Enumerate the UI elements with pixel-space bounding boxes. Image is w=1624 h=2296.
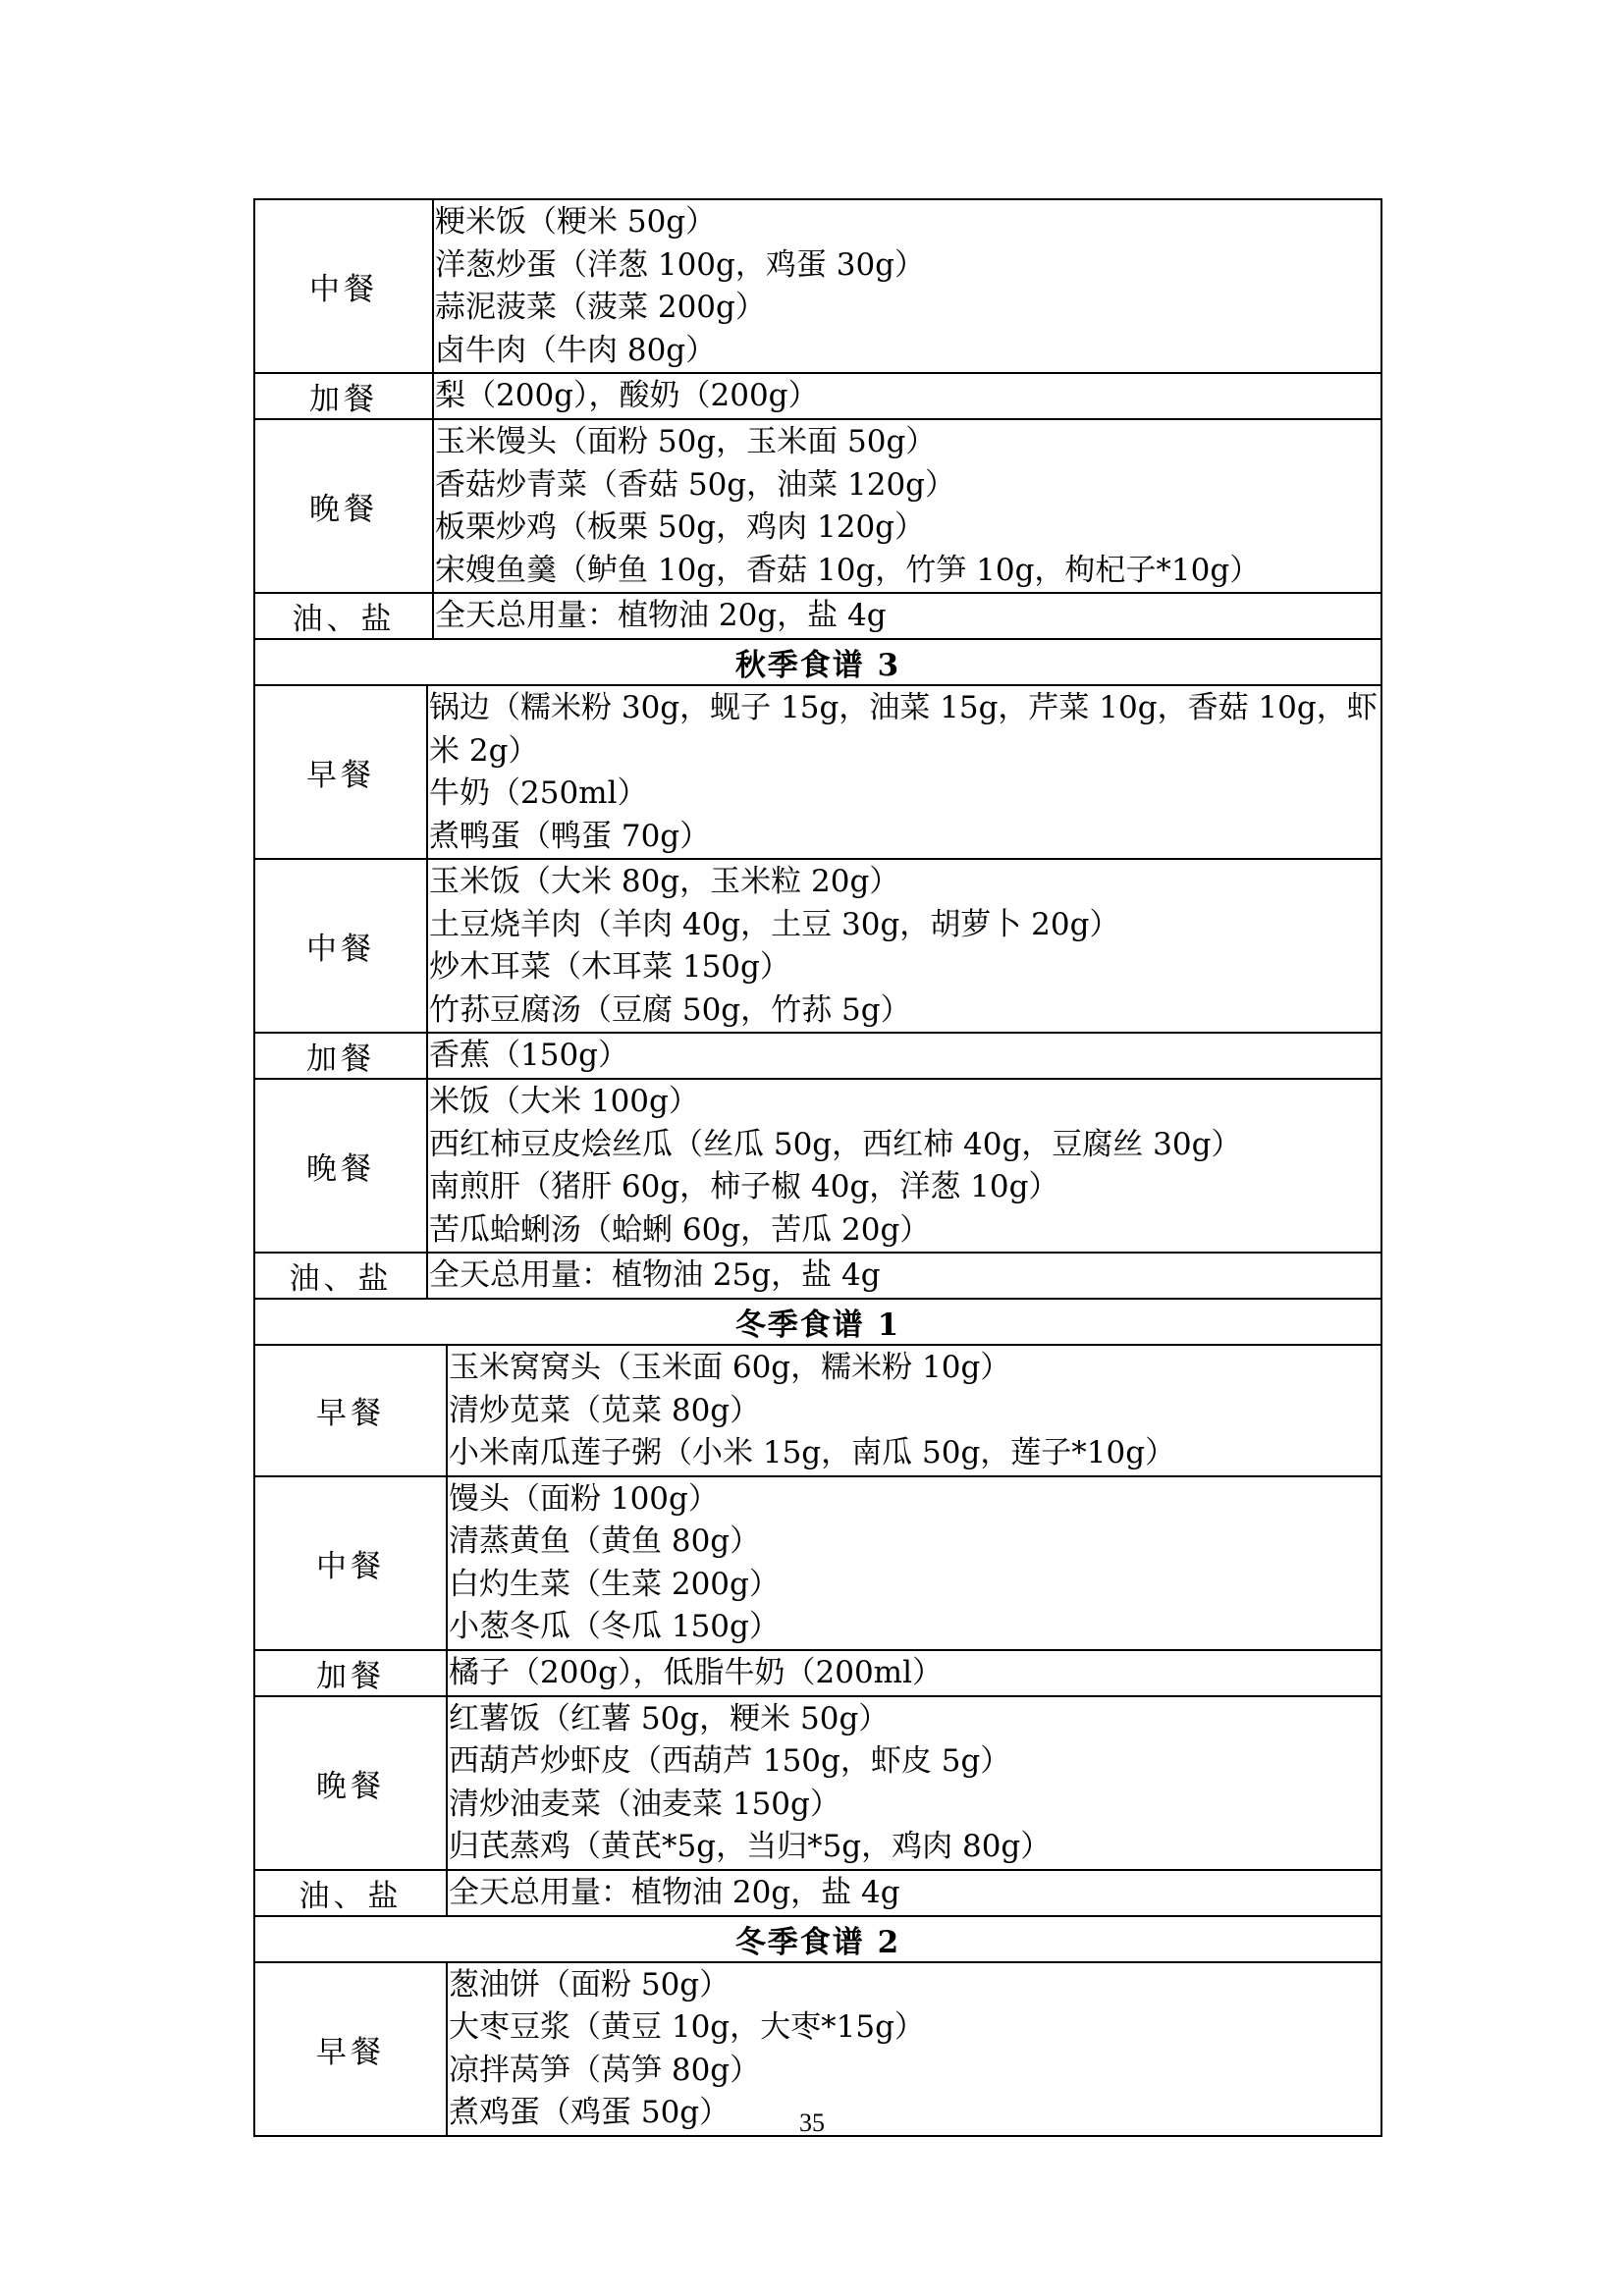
season-title-row bbox=[254, 1916, 1381, 1962]
meal-label: 中餐 bbox=[254, 859, 427, 1033]
meal-row bbox=[254, 685, 1381, 859]
dish-item: 米饭（大米 100g） bbox=[429, 1084, 699, 1119]
meal-label: 中餐 bbox=[254, 199, 433, 373]
meal-row bbox=[254, 593, 1381, 639]
menu-section bbox=[253, 1298, 1382, 1917]
dish-item: 锅边（糯米粉 30g，蚬子 15g，油菜 15g，芹菜 10g，香菇 10g，虾米 2g） bbox=[429, 690, 1378, 769]
meal-items bbox=[427, 1079, 1381, 1253]
dish-item: 土豆烧羊肉（羊肉 40g，土豆 30g，胡萝卜 20g） bbox=[429, 906, 1120, 942]
meal-label: 加餐 bbox=[254, 1650, 447, 1696]
dish-item: 煮鸭蛋（鸭蛋 70g） bbox=[429, 818, 711, 854]
dish-item: 玉米饭（大米 80g，玉米粒 20g） bbox=[429, 864, 900, 899]
meal-items bbox=[433, 373, 1381, 419]
season-title: 冬季食谱 2 bbox=[254, 1916, 1381, 1962]
dish-item: 梨（200g），酸奶（200g） bbox=[435, 378, 819, 414]
dish-item: 葱油饼（面粉 50g） bbox=[449, 1966, 731, 2002]
meal-items bbox=[433, 419, 1381, 593]
meal-row bbox=[254, 859, 1381, 1033]
dish-item: 归芪蒸鸡（黄芪*5g，当归*5g，鸡肉 80g） bbox=[449, 1829, 1052, 1864]
dish-item: 香菇炒青菜（香菇 50g，油菜 120g） bbox=[435, 466, 956, 503]
meal-label: 晚餐 bbox=[254, 1696, 447, 1870]
season-title: 冬季食谱 1 bbox=[254, 1299, 1381, 1345]
dish-item: 苦瓜蛤蜊汤（蛤蜊 60g，苦瓜 20g） bbox=[429, 1211, 931, 1248]
meal-label: 早餐 bbox=[254, 1962, 447, 2136]
dish-item: 全天总用量：植物油 25g，盐 4g bbox=[429, 1257, 881, 1294]
meal-label: 早餐 bbox=[254, 685, 427, 859]
dish-item: 橘子（200g），低脂牛奶（200ml） bbox=[449, 1654, 943, 1690]
dish-item: 玉米馒头（面粉 50g，玉米面 50g） bbox=[435, 424, 937, 459]
menu-section bbox=[253, 638, 1382, 1300]
meal-label: 加餐 bbox=[254, 1033, 427, 1079]
dish-item: 清炒油麦菜（油麦菜 150g） bbox=[449, 1786, 840, 1822]
dish-item: 板栗炒鸡（板栗 50g，鸡肉 120g） bbox=[435, 509, 926, 545]
recipe-table bbox=[253, 198, 1382, 2137]
dish-item: 牛奶（250ml） bbox=[429, 775, 648, 811]
dish-item: 南煎肝（猪肝 60g，柿子椒 40g，洋葱 10g） bbox=[429, 1169, 1059, 1204]
meal-label: 中餐 bbox=[254, 1476, 447, 1650]
meal-items bbox=[447, 1650, 1381, 1696]
meal-items bbox=[433, 199, 1381, 373]
meal-row bbox=[254, 1696, 1381, 1870]
meal-items bbox=[447, 1345, 1381, 1476]
meal-row bbox=[254, 1870, 1381, 1916]
meal-label: 油、盐 bbox=[254, 593, 433, 639]
dish-item: 凉拌莴笋（莴笋 80g） bbox=[449, 2052, 761, 2088]
dish-item: 大枣豆浆（黄豆 10g，大枣*15g） bbox=[449, 2009, 925, 2045]
meal-label: 加餐 bbox=[254, 373, 433, 419]
meal-items bbox=[447, 1870, 1381, 1916]
meal-row bbox=[254, 1345, 1381, 1476]
meal-row bbox=[254, 1476, 1381, 1650]
dish-item: 宋嫂鱼羹（鲈鱼 10g，香菇 10g，竹笋 10g，枸杞子*10g） bbox=[435, 552, 1261, 588]
dish-item: 玉米窝窝头（玉米面 60g，糯米粉 10g） bbox=[449, 1350, 1011, 1385]
meal-items bbox=[447, 1476, 1381, 1650]
season-title-row bbox=[254, 1299, 1381, 1345]
dish-item: 蒜泥菠菜（菠菜 200g） bbox=[435, 290, 766, 325]
dish-item: 全天总用量：植物油 20g，盐 4g bbox=[449, 1874, 900, 1910]
dish-item: 卤牛肉（牛肉 80g） bbox=[435, 332, 717, 368]
dish-item: 红薯饭（红薯 50g，粳米 50g） bbox=[449, 1700, 890, 1736]
meal-label: 晚餐 bbox=[254, 419, 433, 593]
dish-item: 香蕉（150g） bbox=[429, 1038, 629, 1074]
meal-items bbox=[427, 685, 1381, 859]
dish-item: 馒头（面粉 100g） bbox=[449, 1480, 719, 1517]
meal-items bbox=[427, 1253, 1381, 1299]
dish-item: 竹荪豆腐汤（豆腐 50g，竹荪 5g） bbox=[429, 991, 911, 1028]
dish-item: 清蒸黄鱼（黄鱼 80g） bbox=[449, 1523, 761, 1559]
dish-item: 清炒苋菜（苋菜 80g） bbox=[449, 1392, 761, 1428]
meal-label: 油、盐 bbox=[254, 1870, 447, 1916]
meal-row bbox=[254, 1033, 1381, 1079]
meal-label: 油、盐 bbox=[254, 1253, 427, 1299]
dish-item: 白灼生菜（生菜 200g） bbox=[449, 1566, 780, 1602]
meal-row bbox=[254, 1253, 1381, 1299]
meal-row bbox=[254, 373, 1381, 419]
meal-row bbox=[254, 1650, 1381, 1696]
dish-item: 全天总用量：植物油 20g，盐 4g bbox=[435, 598, 887, 634]
page-number: 35 bbox=[799, 2109, 825, 2137]
menu-section bbox=[253, 198, 1382, 640]
dish-item: 西红柿豆皮烩丝瓜（丝瓜 50g，西红柿 40g，豆腐丝 30g） bbox=[429, 1126, 1242, 1162]
meal-label: 晚餐 bbox=[254, 1079, 427, 1253]
season-title-row bbox=[254, 639, 1381, 685]
dish-item: 洋葱炒蛋（洋葱 100g，鸡蛋 30g） bbox=[435, 246, 926, 283]
dish-item: 煮鸡蛋（鸡蛋 50g） bbox=[449, 2095, 731, 2130]
dish-item: 小葱冬瓜（冬瓜 150g） bbox=[449, 1609, 780, 1644]
meal-items bbox=[447, 1696, 1381, 1870]
dish-item: 小米南瓜莲子粥（小米 15g，南瓜 50g，莲子*10g） bbox=[449, 1435, 1176, 1470]
meal-items bbox=[427, 859, 1381, 1033]
meal-items bbox=[433, 593, 1381, 639]
meal-row bbox=[254, 419, 1381, 593]
season-title: 秋季食谱 3 bbox=[254, 639, 1381, 685]
meal-items bbox=[427, 1033, 1381, 1079]
meal-label: 早餐 bbox=[254, 1345, 447, 1476]
meal-row bbox=[254, 1079, 1381, 1253]
menu-section bbox=[253, 1915, 1382, 2137]
dish-item: 炒木耳菜（木耳菜 150g） bbox=[429, 949, 790, 985]
meal-row bbox=[254, 199, 1381, 373]
dish-item: 西葫芦炒虾皮（西葫芦 150g，虾皮 5g） bbox=[449, 1743, 1011, 1779]
dish-item: 粳米饭（粳米 50g） bbox=[435, 204, 717, 240]
